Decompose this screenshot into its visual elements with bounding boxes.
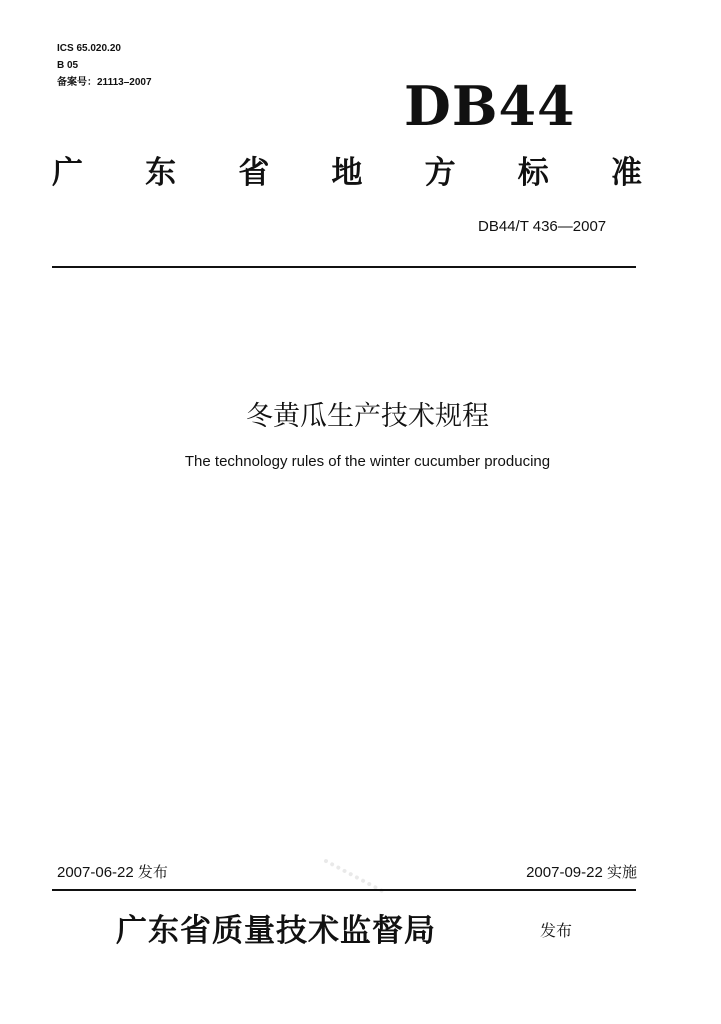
standard-type-char: 广: [52, 155, 83, 191]
standard-number: DB44/T 436—2007: [478, 218, 607, 235]
record-number: 备案号：21113–2007: [57, 77, 152, 88]
faint-watermark: [316, 849, 410, 918]
issuing-authority: 广东省质量技术监督局: [116, 913, 436, 949]
implementation-date: 2007-09-22 实施: [526, 864, 637, 881]
bottom-divider: [52, 889, 636, 891]
standard-type-char: 省: [238, 155, 270, 191]
classification-code: B 05: [57, 60, 79, 71]
standard-type-char: 方: [424, 155, 456, 191]
standard-type-char: 标: [517, 155, 549, 191]
top-divider: [52, 266, 636, 268]
issue-date: 2007-06-22 发布: [57, 864, 168, 881]
issuer-publish-label: 发布: [540, 921, 573, 940]
ics-code: ICS 65.020.20: [57, 43, 121, 54]
standard-code: DB44: [404, 74, 576, 138]
standard-type-char: 东: [145, 155, 177, 191]
standard-type-char: 地: [331, 155, 363, 191]
standard-type: [52, 150, 642, 196]
title-english: The technology rules of the winter cucumber producing: [184, 453, 551, 470]
title-chinese: 冬黄瓜生产技术规程: [246, 401, 489, 432]
standard-type-char: 准: [610, 155, 642, 191]
